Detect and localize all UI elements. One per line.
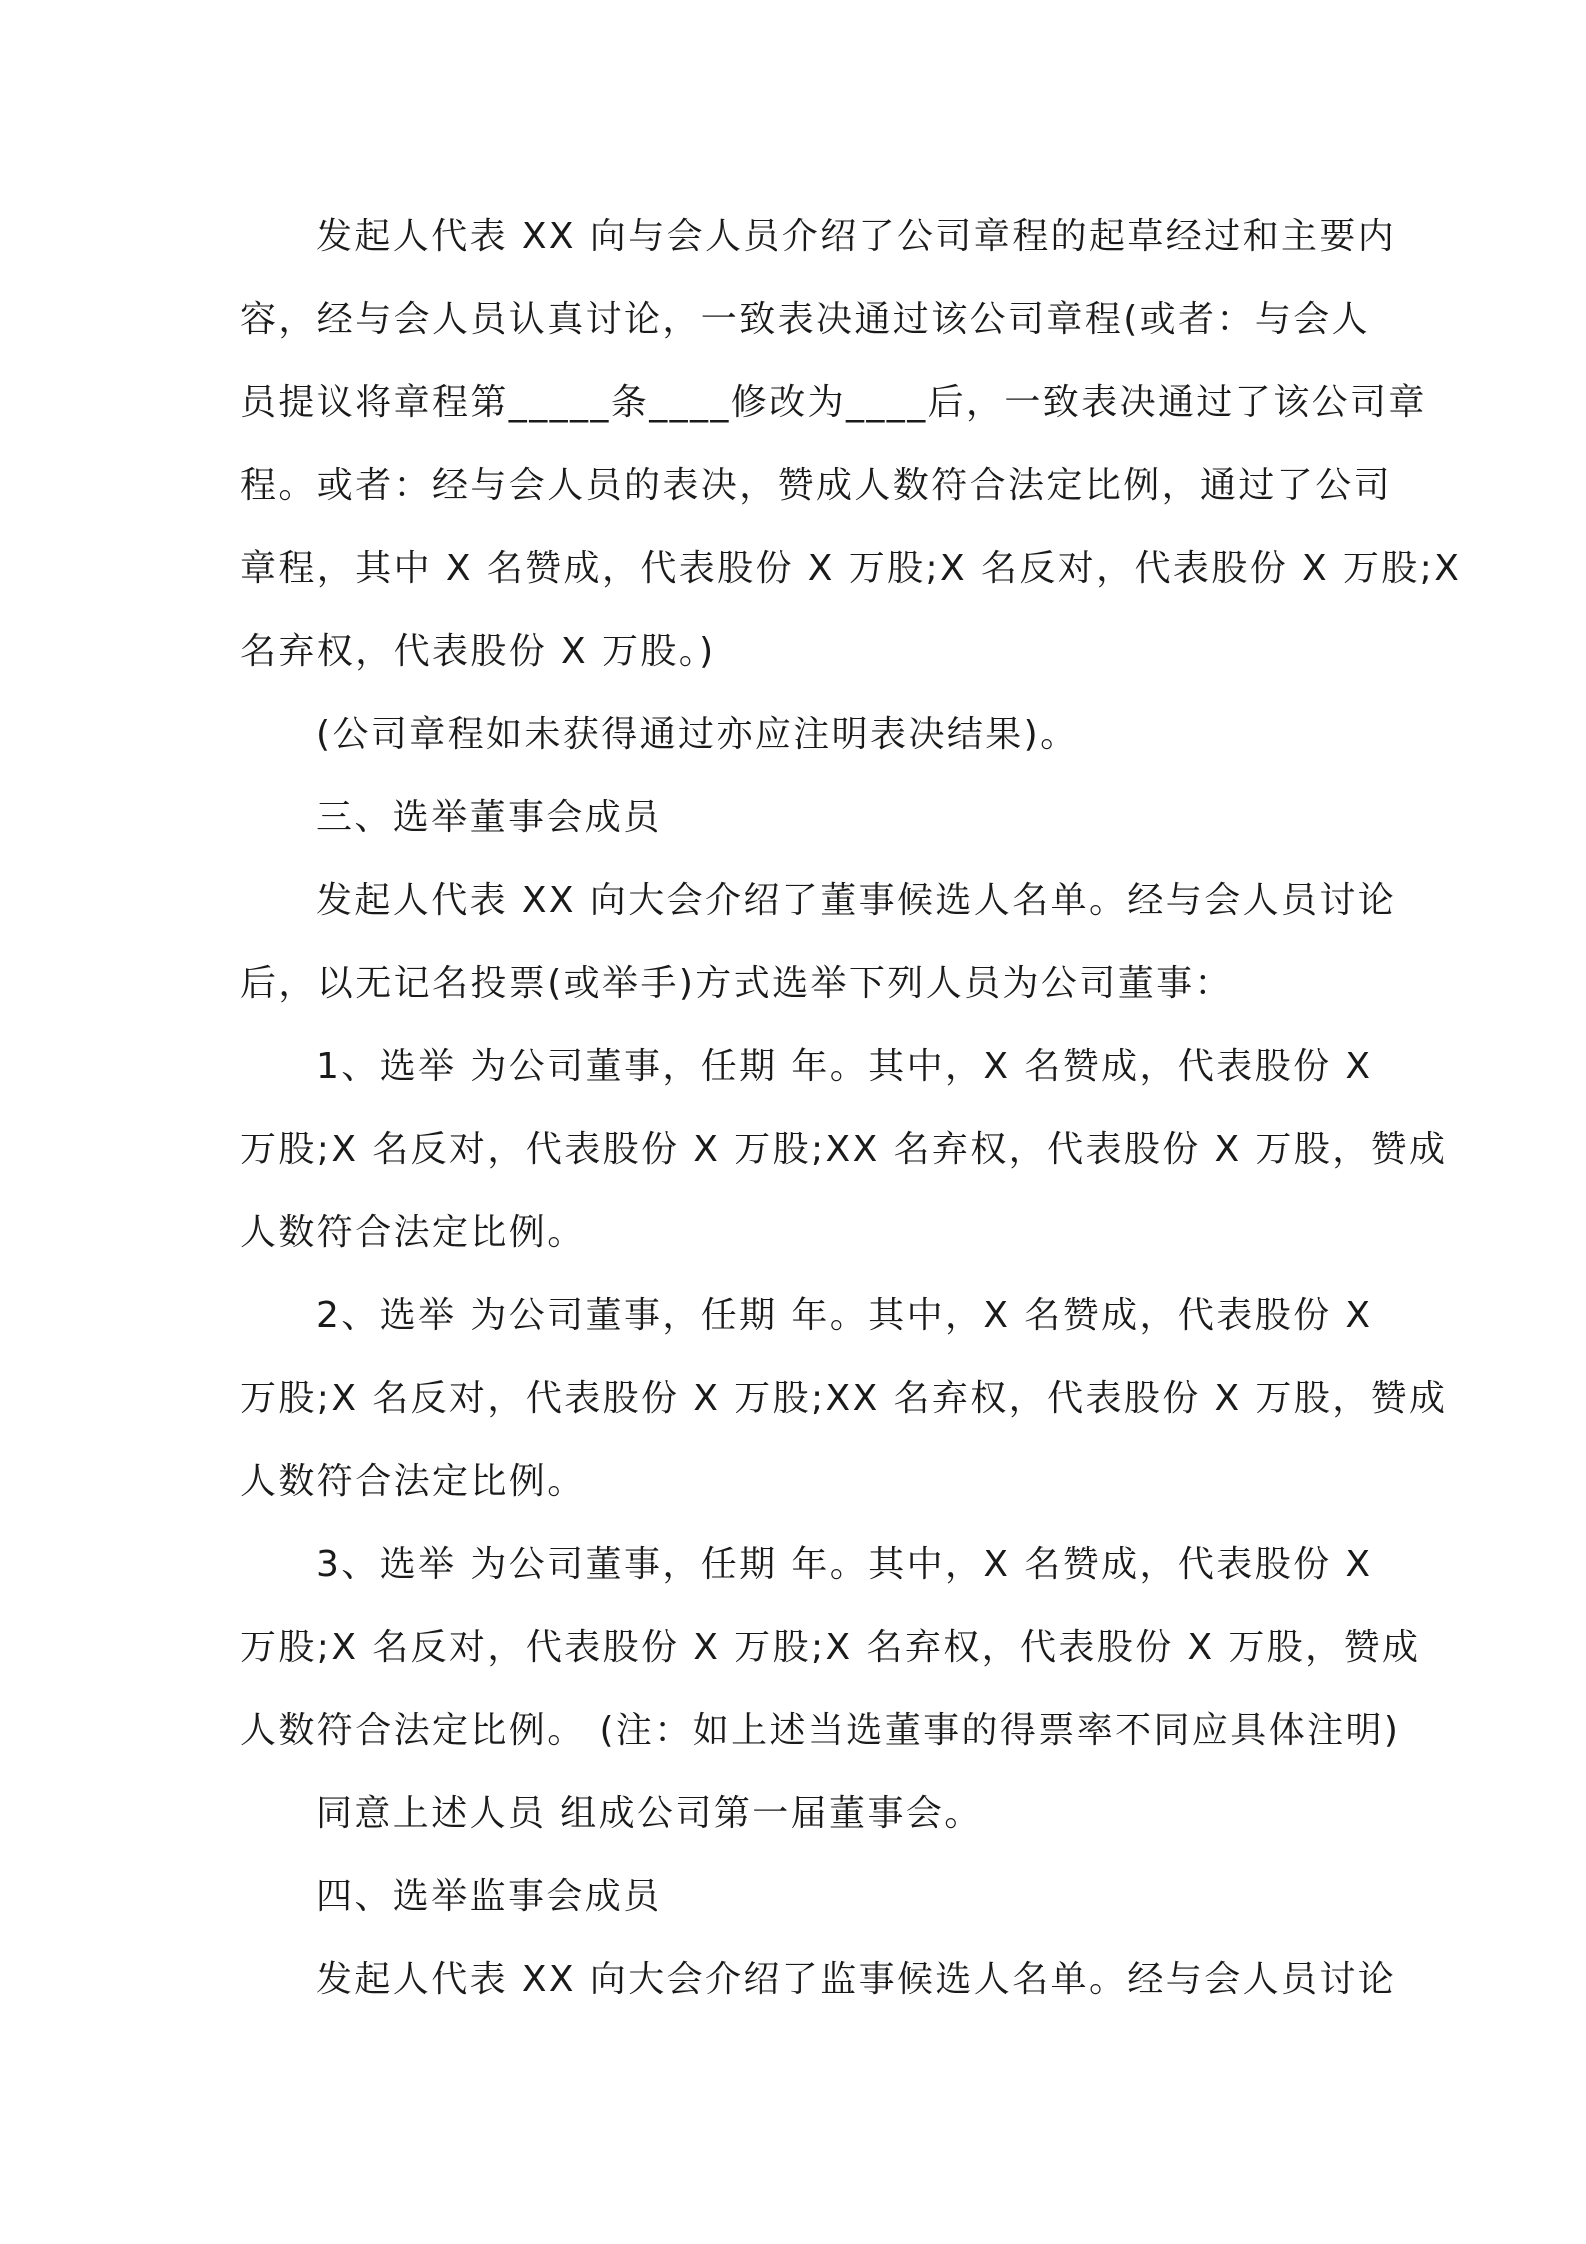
text-line: 后，以无记名投票(或举手)方式选举下列人员为公司董事： [240, 963, 1233, 1004]
text-line: 章程，其中 X 名赞成，代表股份 X 万股;X 名反对，代表股份 X 万股;X [240, 548, 1462, 589]
paragraph-board-candidates [240, 859, 1397, 1025]
text-line: 人数符合法定比例。 (注：如上述当选董事的得票率不同应具体注明) [240, 1710, 1401, 1751]
text-line: 人数符合法定比例。 [240, 1212, 586, 1253]
paragraph-note: (公司章程如未获得通过亦应注明表决结果)。 [316, 714, 1079, 755]
text-line: 名弃权，代表股份 X 万股。) [240, 631, 716, 672]
paragraph-articles-approval [240, 195, 1462, 693]
text-line: 程。或者：经与会人员的表决，赞成人数符合法定比例，通过了公司 [240, 465, 1393, 506]
text-line: 发起人代表 XX 向与会人员介绍了公司章程的起草经过和主要内 [316, 216, 1397, 257]
document-page [240, 195, 1462, 2021]
list-item-director-3 [240, 1523, 1421, 1772]
text-line: 万股;X 名反对，代表股份 X 万股;X 名弃权，代表股份 X 万股，赞成 [240, 1627, 1421, 1668]
text-line: 2、选举 为公司董事，任期 年。其中，X 名赞成，代表股份 X [316, 1295, 1373, 1336]
section-heading-supervisors: 四、选举监事会成员 [316, 1876, 662, 1917]
text-line: 员提议将章程第_____条____修改为____后，一致表决通过了该公司章 [240, 382, 1427, 423]
paragraph-supervisor-candidates [240, 1938, 1397, 2021]
text-line: 3、选举 为公司董事，任期 年。其中，X 名赞成，代表股份 X [316, 1544, 1373, 1585]
text-line: 容，经与会人员认真讨论，一致表决通过该公司章程(或者：与会人 [240, 299, 1371, 340]
paragraph-board-formation: 同意上述人员 组成公司第一届董事会。 [316, 1793, 983, 1834]
text-line: 万股;X 名反对，代表股份 X 万股;XX 名弃权，代表股份 X 万股，赞成 [240, 1378, 1448, 1419]
text-line: 发起人代表 XX 向大会介绍了监事候选人名单。经与会人员讨论 [316, 1959, 1397, 2000]
list-item-director-2 [240, 1274, 1448, 1523]
text-line: 发起人代表 XX 向大会介绍了董事候选人名单。经与会人员讨论 [316, 880, 1397, 921]
text-line: 1、选举 为公司董事，任期 年。其中，X 名赞成，代表股份 X [316, 1046, 1373, 1087]
list-item-director-1 [240, 1025, 1448, 1274]
section-heading-board: 三、选举董事会成员 [316, 797, 662, 838]
text-line: 万股;X 名反对，代表股份 X 万股;XX 名弃权，代表股份 X 万股，赞成 [240, 1129, 1448, 1170]
text-line: 人数符合法定比例。 [240, 1461, 586, 1502]
